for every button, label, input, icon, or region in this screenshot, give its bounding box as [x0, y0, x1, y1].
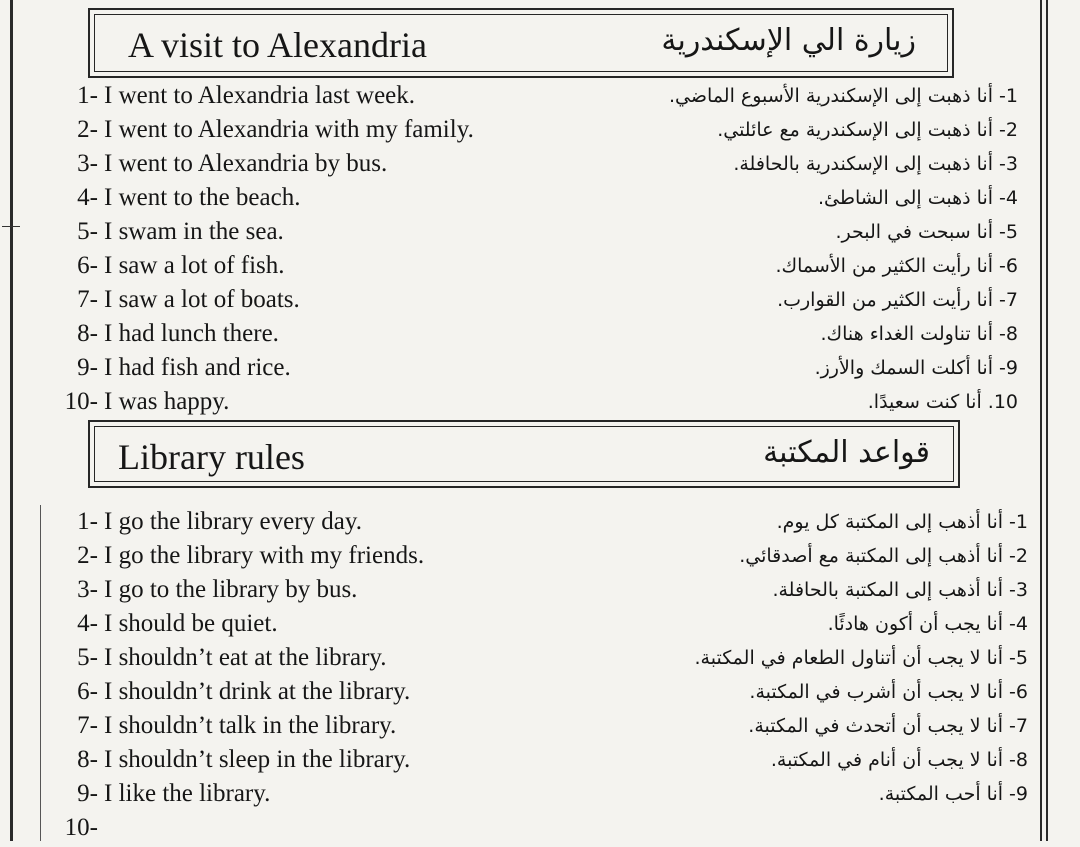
english-sentence	[44, 183, 300, 213]
section-title-arabic: قواعد المكتبة	[763, 435, 930, 470]
english-sentence-text: I went to Alexandria last week.	[104, 82, 416, 109]
sentence-row	[0, 251, 1018, 285]
sentence-row	[0, 353, 1018, 387]
sentence-number: 2-	[77, 542, 98, 569]
sentence-number: 8-	[77, 320, 98, 347]
section-title-box-library	[88, 420, 960, 488]
sentence-number: 6-	[77, 252, 98, 279]
english-sentence-text: I shouldn’t eat at the library.	[104, 644, 387, 671]
sentence-row	[0, 813, 1028, 847]
arabic-sentence: 2- أنا ذهبت إلى الإسكندرية مع عائلتي.	[717, 119, 1018, 141]
sentence-number: 10-	[64, 388, 98, 415]
sentence-row	[0, 183, 1018, 217]
arabic-sentence: 1- أنا ذهبت إلى الإسكندرية الأسبوع الماضي.	[669, 85, 1018, 107]
english-sentence	[44, 387, 229, 417]
sentence-row	[0, 711, 1028, 745]
section-title-english: A visit to Alexandria	[128, 25, 427, 65]
sentence-row	[0, 575, 1028, 609]
english-sentence	[44, 609, 278, 639]
sentence-number: 2-	[77, 116, 98, 143]
english-sentence	[44, 319, 279, 349]
english-sentence	[44, 81, 415, 111]
english-sentence	[44, 745, 410, 775]
sentence-number: 1-	[77, 508, 98, 535]
english-sentence-text: I swam in the sea.	[104, 218, 284, 245]
sentence-row	[0, 609, 1028, 643]
english-sentence	[44, 711, 396, 741]
english-sentence-text: I saw a lot of boats.	[104, 286, 300, 313]
sentence-row	[0, 387, 1018, 421]
sentence-row	[0, 81, 1018, 115]
arabic-sentence: 9- أنا أحب المكتبة.	[878, 783, 1028, 805]
sentence-number: 1-	[77, 82, 98, 109]
sentence-number: 3-	[77, 150, 98, 177]
english-sentence	[44, 779, 270, 809]
arabic-sentence: 10. أنا كنت سعيدًا.	[867, 391, 1018, 413]
english-sentence-text: I went to the beach.	[104, 184, 301, 211]
english-sentence-text: I saw a lot of fish.	[104, 252, 285, 279]
sentence-number: 9-	[77, 780, 98, 807]
arabic-sentence: 3- أنا ذهبت إلى الإسكندرية بالحافلة.	[733, 153, 1018, 175]
english-sentence	[44, 251, 285, 281]
arabic-sentence: 9- أنا أكلت السمك والأرز.	[814, 357, 1018, 379]
english-sentence-text: I shouldn’t talk in the library.	[104, 712, 397, 739]
english-sentence-text: I go the library with my friends.	[104, 542, 425, 569]
sentence-row	[0, 541, 1028, 575]
arabic-sentence: 4- أنا يجب أن أكون هادئًا.	[827, 613, 1028, 635]
arabic-sentence: 8- أنا لا يجب أن أنام في المكتبة.	[770, 749, 1028, 771]
arabic-sentence: 5- أنا سبحت في البحر.	[835, 221, 1018, 243]
sentence-number: 4-	[77, 184, 98, 211]
english-sentence	[44, 217, 284, 247]
sentence-number: 5-	[77, 644, 98, 671]
sentence-number: 3-	[77, 576, 98, 603]
sentence-row	[0, 779, 1028, 813]
sentence-number: 10-	[64, 814, 98, 841]
sentence-row	[0, 677, 1028, 711]
sentence-row	[0, 643, 1028, 677]
english-sentence-text: I go the library every day.	[104, 508, 362, 535]
sentence-number: 7-	[77, 712, 98, 739]
english-sentence	[44, 285, 300, 315]
english-sentence-text: I went to Alexandria by bus.	[104, 150, 388, 177]
arabic-sentence: 2- أنا أذهب إلى المكتبة مع أصدقائي.	[739, 545, 1028, 567]
sentence-row	[0, 507, 1028, 541]
english-sentence	[44, 149, 387, 179]
english-sentence	[44, 643, 387, 673]
english-sentence	[44, 541, 424, 571]
arabic-sentence: 4- أنا ذهبت إلى الشاطئ.	[817, 187, 1018, 209]
english-sentence-text: I like the library.	[104, 780, 271, 807]
sentence-number: 9-	[77, 354, 98, 381]
sentence-number: 4-	[77, 610, 98, 637]
arabic-sentence: 7- أنا لا يجب أن أتحدث في المكتبة.	[748, 715, 1028, 737]
english-sentence	[44, 813, 104, 843]
english-sentence-text: I shouldn’t sleep in the library.	[104, 746, 411, 773]
sentence-row	[0, 745, 1028, 779]
english-sentence-text: I was happy.	[104, 388, 230, 415]
english-sentence-text: I go to the library by bus.	[104, 576, 358, 603]
english-sentence-text: I had fish and rice.	[104, 354, 291, 381]
arabic-sentence: 5- أنا لا يجب أن أتناول الطعام في المكتبة.	[694, 647, 1028, 669]
english-sentence-text: I shouldn’t drink at the library.	[104, 678, 411, 705]
arabic-sentence: 7- أنا رأيت الكثير من القوارب.	[777, 289, 1018, 311]
arabic-sentence: 8- أنا تناولت الغداء هناك.	[820, 323, 1018, 345]
english-sentence	[44, 353, 291, 383]
english-sentence	[44, 575, 357, 605]
sentence-row	[0, 285, 1018, 319]
sentence-row	[0, 319, 1018, 353]
sentence-row	[0, 149, 1018, 183]
english-sentence	[44, 115, 474, 145]
sentence-number: 7-	[77, 286, 98, 313]
english-sentence-text: I went to Alexandria with my family.	[104, 116, 474, 143]
page-border-right	[1040, 0, 1048, 841]
english-sentence-text: I should be quiet.	[104, 610, 278, 637]
english-sentence	[44, 677, 410, 707]
sentence-row	[0, 217, 1018, 251]
english-sentence-text: I had lunch there.	[104, 320, 279, 347]
arabic-sentence: 6- أنا لا يجب أن أشرب في المكتبة.	[749, 681, 1028, 703]
arabic-sentence: 3- أنا أذهب إلى المكتبة بالحافلة.	[772, 579, 1028, 601]
sentence-row	[0, 115, 1018, 149]
arabic-sentence: 6- أنا رأيت الكثير من الأسماك.	[775, 255, 1018, 277]
arabic-sentence: 1- أنا أذهب إلى المكتبة كل يوم.	[776, 511, 1028, 533]
sentence-number: 6-	[77, 678, 98, 705]
sentence-number: 8-	[77, 746, 98, 773]
sentence-number: 5-	[77, 218, 98, 245]
section-title-arabic: زيارة الي الإسكندرية	[661, 23, 916, 58]
section-title-english: Library rules	[118, 437, 305, 477]
section-title-box-alexandria	[88, 8, 954, 78]
english-sentence	[44, 507, 362, 537]
